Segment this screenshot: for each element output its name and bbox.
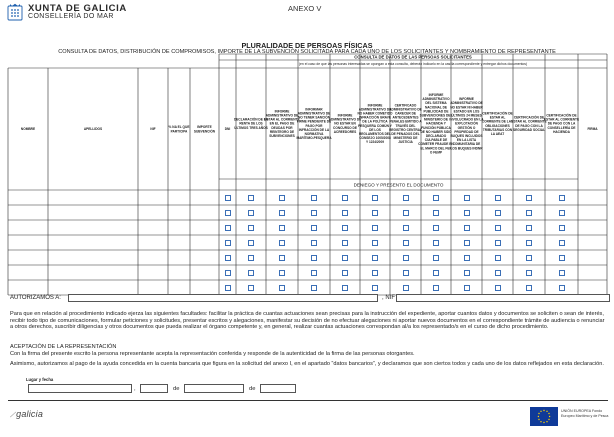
deniego-checkbox[interactable] xyxy=(225,240,231,246)
deniego-checkbox[interactable] xyxy=(559,255,565,261)
place-date-label: Lugar y fecha xyxy=(26,377,54,382)
consulta-header: CONSULTA DE DATOS DE LAS PERSOAS SOLICITANTES xyxy=(354,54,472,60)
deniego-checkbox[interactable] xyxy=(559,285,565,291)
deniego-checkbox[interactable] xyxy=(526,210,532,216)
deniego-checkbox[interactable] xyxy=(311,225,317,231)
column-header-line: NIF xyxy=(150,127,156,132)
column-header-line: EN LA LISTA xyxy=(456,138,477,143)
column-header-line: HACIENDA xyxy=(553,129,570,134)
column-header-line: SUBVENCIONES xyxy=(269,134,295,139)
deniego-checkbox[interactable] xyxy=(526,240,532,246)
column-header-line: REGISTRO CENTRAL xyxy=(389,127,422,132)
document-header xyxy=(6,2,608,22)
column-header-line: INFORMAR xyxy=(305,107,323,112)
deniego-checkbox[interactable] xyxy=(225,285,231,291)
eu-funding-text: UNIÓN EUROPEA Fondo Europeo Marítimo y de Pesca xyxy=(561,409,609,418)
column-header-line: ADMINISTRATIVO DE xyxy=(389,107,422,112)
column-header-line: % NA EL QUE xyxy=(168,125,190,130)
deniego-checkbox[interactable] xyxy=(495,195,501,201)
column-header-line: ADMINISTRATIVO DE xyxy=(328,117,362,122)
deniego-checkbox[interactable] xyxy=(248,210,254,216)
comma-separator: , xyxy=(134,386,136,392)
deniego-checkbox[interactable] xyxy=(311,195,317,201)
column-header-line: RENTA DE LOS xyxy=(239,121,263,126)
deniego-checkbox[interactable] xyxy=(495,270,501,276)
deniego-checkbox[interactable] xyxy=(372,240,378,246)
deniego-checkbox[interactable] xyxy=(372,195,378,201)
representation-acceptance-text: Con la firma del presente escrito la persona representante acepta la representación conferida y responde de la autenticidad de la firma de las personas otorgantes. xyxy=(10,351,415,357)
column-header-line: CORRIENTE DE LAS xyxy=(481,119,514,124)
deniego-checkbox[interactable] xyxy=(311,285,317,291)
column-header-line: DE LA POLÍTICA xyxy=(362,119,388,124)
galicia-mark-icon: ⟋ xyxy=(10,412,16,419)
representation-heading: ACEPTACIÓN DE LA REPRESENTACIÓN xyxy=(10,344,117,350)
deniego-checkbox[interactable] xyxy=(342,225,348,231)
deniego-checkbox[interactable] xyxy=(403,195,409,201)
column-header-line: DE PAGO CON LA xyxy=(515,123,543,128)
column-header-line: ANTECEDENTES xyxy=(392,115,419,120)
column-header-line: INVOLUCRADO EN LA xyxy=(449,117,484,122)
column-header-line: FIRME PENDIENTE DE xyxy=(296,119,332,124)
deniego-checkbox[interactable] xyxy=(342,270,348,276)
table-text xyxy=(21,55,598,188)
faculties-paragraph: Para que en relación al procedimiento indicado ejerza las siguientes facultades: facilitar la práctica de cuantas actuaciones sean precisas para la instrucción del expediente, aportar cuantos datos y documentos se soliciten o sean de interés, recibir todo tipo de comunicaciones, formular peticiones y solicitudes, presentar escritos y alegaciones, manifestar su decisión de no efectuar alegaciones ni aportar nuevos documentos en el correspondiente trámite de audiencia o renunciar a otros derechos, suscribir diligencias y otros documentos que pueda realizar el órgano competente y, en general, realizar cuantas actuaciones correspondan al/a los representado/s en el curso de dicho procedimiento. xyxy=(10,311,605,330)
deniego-checkbox[interactable] xyxy=(403,240,409,246)
deniego-checkbox[interactable] xyxy=(433,240,439,246)
column-header-line: Y 1224/2009 xyxy=(365,140,385,145)
deniego-checkbox[interactable] xyxy=(495,225,501,231)
column-header-line: CONSELLERÍA DE xyxy=(547,125,576,130)
deniego-checkbox[interactable] xyxy=(372,210,378,216)
column-header-line: INFORME xyxy=(274,109,290,114)
column-header-line: O FEMP xyxy=(429,150,443,155)
deniego-checkbox[interactable] xyxy=(372,270,378,276)
deniego-checkbox[interactable] xyxy=(495,285,501,291)
deniego-checkbox[interactable] xyxy=(342,285,348,291)
column-header-line: PUBLICIDAD DE xyxy=(423,109,449,114)
column-header-line: ESTAR AL CORRIENTE xyxy=(264,117,300,122)
column-header-line: ESTAR AL CORRIENTE xyxy=(511,119,547,124)
footer-divider xyxy=(8,400,608,401)
column-header-line: NOMBRE xyxy=(20,127,36,132)
column-header-line: DEUDAS POR xyxy=(271,125,293,130)
payment-authorization-text: Asimismo, autorizamos al pago de la ayuda concedida en la cuenta bancaria que figura en la solicitud del anexo I, en el apartado “datos bancarios”, y declaramos que son ciertos todos y cada uno de los datos reflejados en esta declaración. xyxy=(10,361,604,367)
place-date-row xyxy=(28,384,328,394)
column-header-line: NO TENER SANCIÓN xyxy=(297,115,331,120)
column-header-line: PENALES EMITIDO A xyxy=(389,119,422,124)
galicia-logo xyxy=(10,409,43,420)
column-header-line: SEGURIDAD SOCIAL xyxy=(512,127,546,132)
column-header-line: CERTIFICACIÓN DE xyxy=(482,111,513,116)
column-header-line: NO ESTAR NI HABER xyxy=(450,105,483,110)
deniego-checkbox[interactable] xyxy=(464,255,470,261)
deniego-checkbox[interactable] xyxy=(403,285,409,291)
deniego-checkbox[interactable] xyxy=(248,240,254,246)
column-header-line: MARÍTIMO-PESQUERA xyxy=(296,136,332,141)
deniego-checkbox[interactable] xyxy=(464,225,470,231)
deniego-checkbox[interactable] xyxy=(495,210,501,216)
authorize-row xyxy=(10,294,610,304)
table-gridlines xyxy=(8,54,607,295)
column-header-line: PARTICIPA xyxy=(170,129,188,134)
column-header-line: CARECER DE xyxy=(394,111,417,116)
column-header-line: LA AEAT xyxy=(490,131,505,136)
representative-name-input[interactable] xyxy=(68,294,378,302)
de-separator-1: de xyxy=(173,386,180,392)
place-input[interactable] xyxy=(28,384,132,393)
column-header-line: SUBVENCIONES DEL xyxy=(419,113,453,118)
deniego-checkbox[interactable] xyxy=(248,225,254,231)
deniego-checkbox[interactable] xyxy=(559,225,565,231)
column-header-line: HACIENDA Y xyxy=(426,121,446,126)
column-header-line: ESTADO EN LOS xyxy=(453,109,480,114)
column-header-line: LOS BUQUES INDNR xyxy=(450,146,483,151)
column-header-line: MINISTERIO DE xyxy=(424,117,448,122)
column-header-line: DE PAGO CON LA xyxy=(547,121,576,126)
column-header-line: REINTEGRO DE xyxy=(269,129,295,134)
de-separator-2: de xyxy=(249,386,256,392)
nif-label: , NIF xyxy=(382,295,395,301)
column-header-line: FIRMA xyxy=(587,127,598,132)
column-header-line: INFRACCIÓN DE LA xyxy=(298,127,330,132)
deniego-checkbox[interactable] xyxy=(311,270,317,276)
deniego-checkbox[interactable] xyxy=(403,225,409,231)
representative-nif-input[interactable] xyxy=(396,294,610,302)
column-header-line: INFORME xyxy=(337,113,353,118)
column-header-line: TRAVÉS DEL xyxy=(395,123,416,128)
column-header-line: ADMINISTRATIVO DE xyxy=(450,101,483,106)
column-header-line: ESTAR AL CORRIENTE xyxy=(543,117,580,122)
deniego-checkbox[interactable] xyxy=(433,210,439,216)
column-header-line: REGLAMENTOS DEL xyxy=(359,131,391,136)
column-header-line: DE LOS xyxy=(369,127,381,132)
deniego-checkbox[interactable] xyxy=(279,270,285,276)
deniego-checkbox[interactable] xyxy=(526,195,532,201)
deniego-checkbox[interactable] xyxy=(225,225,231,231)
deniego-checkbox[interactable] xyxy=(372,225,378,231)
deniego-checkbox[interactable] xyxy=(403,255,409,261)
column-header-line: NO HABER COMETIDO xyxy=(357,111,393,116)
column-header-line: COMETER FRAUDE EN xyxy=(418,142,454,147)
deniego-checkbox[interactable] xyxy=(225,255,231,261)
column-header-line: CERTIFICACIÓN DE xyxy=(546,113,577,118)
column-header-line: ADMINISTRATIVO xyxy=(422,97,450,102)
deniego-checkbox[interactable] xyxy=(464,285,470,291)
column-header-line: NORMATIVA xyxy=(304,131,324,136)
column-header-line: DE PENADOS DEL xyxy=(391,131,420,136)
column-header-line: ADMINISTRATIVO DE xyxy=(265,113,299,118)
column-header-line: ADMINISTRATIVO DE xyxy=(297,111,331,116)
deniego-checkbox[interactable] xyxy=(279,195,285,201)
deniego-checkbox[interactable] xyxy=(342,255,348,261)
deniego-checkbox[interactable] xyxy=(495,240,501,246)
column-header-line: ÚLTIMOS 24 MESES xyxy=(451,113,482,118)
deniego-checkbox[interactable] xyxy=(311,210,317,216)
deniego-checkbox[interactable] xyxy=(372,285,378,291)
column-header-line: PAGO POR xyxy=(305,123,323,128)
deniego-checkbox[interactable] xyxy=(433,195,439,201)
consulta-note: (en el caso de que las personas interesadas se opongan a esta consulta, deberán indicarlo en la casilla correspondiente y entregar dichos documentos) xyxy=(298,62,528,67)
deniego-checkbox[interactable] xyxy=(495,255,501,261)
column-header-line: ADMINISTRATIVO DE xyxy=(358,107,392,112)
column-header-line: APELLIDOS xyxy=(83,127,103,132)
deniego-checkbox[interactable] xyxy=(342,195,348,201)
month-input[interactable] xyxy=(184,384,244,393)
deniego-checkbox[interactable] xyxy=(433,285,439,291)
column-header-line: NACIONAL DE xyxy=(424,105,448,110)
deniego-checkbox[interactable] xyxy=(526,255,532,261)
deniego-checkbox[interactable] xyxy=(403,210,409,216)
column-header-line: MINISTERIO DE xyxy=(393,136,418,141)
authorize-label: AUTORIZAMOS A: xyxy=(10,295,61,301)
deniego-checkbox[interactable] xyxy=(559,240,565,246)
galicia-crest-icon xyxy=(6,3,24,21)
column-header-line: CONSEJO 1005/2008 xyxy=(359,136,391,141)
deniego-checkbox[interactable] xyxy=(433,225,439,231)
column-header-line: IMPORTE xyxy=(197,125,212,130)
deniego-checkbox[interactable] xyxy=(279,255,285,261)
deniego-checkbox[interactable] xyxy=(342,210,348,216)
deniego-checkbox[interactable] xyxy=(559,195,565,201)
deniego-checkbox[interactable] xyxy=(279,210,285,216)
column-header-line: ÚLTIMOS TRES AÑOS xyxy=(234,125,268,130)
column-header-line: ACREEDORES xyxy=(333,129,357,134)
column-header-line: TRIBUTARIAS CON xyxy=(482,127,513,132)
deniego-checkbox[interactable] xyxy=(225,270,231,276)
deniego-checkbox[interactable] xyxy=(526,225,532,231)
column-header-line: NO ESTAR EN xyxy=(334,121,356,126)
column-header-line: OBLIGACIONES xyxy=(485,123,510,128)
column-header-line: DNI xyxy=(224,127,231,132)
column-header-line: INFORME xyxy=(428,93,444,98)
column-header-line: EN EL PAGO DE xyxy=(269,121,295,126)
deniego-checkbox[interactable] xyxy=(248,195,254,201)
deniego-checkbox[interactable] xyxy=(372,255,378,261)
page-title: PLURALIDADE DE PERSOAS FÍSICAS xyxy=(241,41,373,50)
column-header-line: COMUNITARIA DE xyxy=(452,142,481,147)
deniego-checkbox[interactable] xyxy=(311,255,317,261)
column-header-line: GESTIÓN O xyxy=(457,125,476,130)
column-header-line: CERTIFICADO xyxy=(394,103,417,108)
column-header-line: EXPLOTACIÓN xyxy=(455,121,478,126)
column-header-line: INFORME xyxy=(459,97,474,102)
deniego-checkbox[interactable] xyxy=(248,255,254,261)
deniego-header: DENIEGO Y PRESENTO EL DOCUMENTO xyxy=(353,182,444,188)
column-header-line: PESQUERA COMÚN Y xyxy=(358,123,392,128)
column-header-line: PROPIEDAD DE xyxy=(454,129,479,134)
deniego-checkbox[interactable] xyxy=(464,195,470,201)
column-header-line: DEL SISTEMA xyxy=(425,101,447,106)
deniego-checkbox[interactable] xyxy=(225,210,231,216)
deniego-checkbox[interactable] xyxy=(248,285,254,291)
deniego-checkbox[interactable] xyxy=(311,240,317,246)
organization-name: XUNTA DE GALICIA xyxy=(28,3,127,14)
day-input[interactable] xyxy=(140,384,168,393)
column-header-line: BUQUES INCLUIDOS xyxy=(450,134,483,139)
deniego-checkbox[interactable] xyxy=(559,210,565,216)
deniego-checkbox[interactable] xyxy=(433,255,439,261)
annex-label: ANEXO V xyxy=(288,4,322,13)
column-header-line: EL MARCO DEL FEP xyxy=(420,146,452,151)
column-header-line: CERTIFICACIÓN DE xyxy=(513,115,545,120)
deniego-checkbox[interactable] xyxy=(559,270,565,276)
page-subtitle: CONSULTA DE DATOS, DISTRIBUCIÓN DE COMPROMISOS, IMPORTE DE LA SUBVENCIÓN SOLICITADA PARA CADA UNO DE LOS SOLICITANTES Y NOMBRAMIENTO DE REPRESENTANTE xyxy=(58,49,556,55)
galicia-logo-text: galicia xyxy=(16,409,44,419)
deniego-checkbox[interactable] xyxy=(248,270,254,276)
deniego-checkbox[interactable] xyxy=(526,285,532,291)
column-header-line: CULPABLE DE xyxy=(424,138,448,143)
column-header-line: INFRACCIÓN GRAVE xyxy=(359,115,391,120)
department-name: CONSELLERÍA DO MAR xyxy=(28,13,114,20)
eu-flag-icon xyxy=(530,407,558,426)
column-header-line: DECLARACIÓN DE LA xyxy=(234,117,268,122)
column-header-line: ESTAR AL xyxy=(489,115,506,120)
deniego-checkbox[interactable] xyxy=(279,285,285,291)
deniego-checkbox[interactable] xyxy=(342,240,348,246)
deniego-checkbox[interactable] xyxy=(279,225,285,231)
deniego-checkbox[interactable] xyxy=(225,195,231,201)
deniego-checkbox[interactable] xyxy=(464,210,470,216)
year-input[interactable] xyxy=(260,384,296,393)
deniego-checkbox[interactable] xyxy=(433,270,439,276)
deniego-checkbox[interactable] xyxy=(526,270,532,276)
column-header-line: DE NO HABER SIDO xyxy=(420,129,452,134)
deniego-checkbox[interactable] xyxy=(464,270,470,276)
column-header-line: DECLARADO xyxy=(425,134,447,139)
deniego-checkbox[interactable] xyxy=(464,240,470,246)
column-header-line: SUBVENCIÓN xyxy=(193,129,216,134)
deniego-checkbox[interactable] xyxy=(403,270,409,276)
column-header-line: FUNCIÓN PÚBLICA xyxy=(421,125,451,130)
column-header-line: INFORME xyxy=(367,103,383,108)
column-header-line: JUSTICIA xyxy=(398,140,413,145)
deniego-checkbox[interactable] xyxy=(279,240,285,246)
column-header-line: CONCURSO DE xyxy=(333,125,357,130)
